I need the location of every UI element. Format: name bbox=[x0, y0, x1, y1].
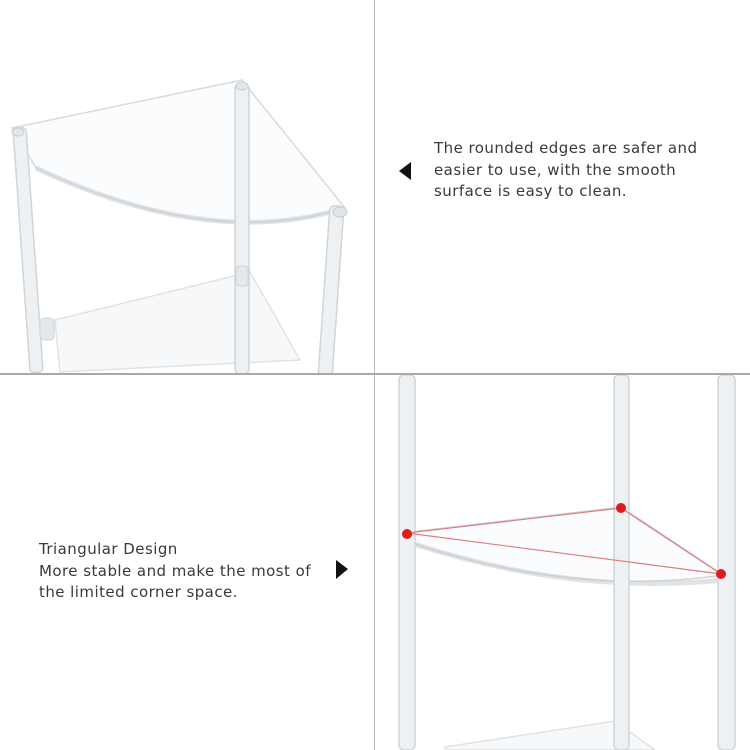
vertical-divider bbox=[374, 0, 375, 750]
caption-line: More stable and make the most of bbox=[39, 561, 311, 580]
post-right bbox=[718, 375, 735, 750]
lower-connector-left bbox=[40, 318, 54, 340]
marker-right bbox=[716, 569, 726, 579]
arrow-right-glyph bbox=[336, 560, 348, 579]
panel-triangular-design-photo bbox=[375, 375, 750, 750]
caption-line: easier to use, with the smooth bbox=[434, 160, 677, 179]
horizontal-divider bbox=[0, 373, 750, 375]
connector-left bbox=[12, 128, 24, 136]
lower-shelf-panel bbox=[55, 272, 300, 372]
marker-left bbox=[402, 529, 412, 539]
arrow-left-glyph bbox=[399, 162, 411, 180]
triangular-design-caption bbox=[39, 539, 311, 604]
panel-rounded-edge-photo bbox=[0, 0, 374, 373]
caption-line: the limited corner space. bbox=[39, 583, 238, 601]
post-back bbox=[614, 375, 629, 750]
top-shelf-panel bbox=[12, 80, 345, 222]
caption-line: The rounded edges are safer and bbox=[434, 139, 698, 157]
marker-back bbox=[616, 503, 626, 513]
shelf-corner-icon bbox=[0, 0, 374, 373]
post-front bbox=[318, 206, 344, 373]
connector-front bbox=[333, 207, 347, 217]
post-back bbox=[235, 84, 249, 373]
lower-connector-back bbox=[236, 266, 248, 286]
caption-line: surface is easy to clean. bbox=[434, 182, 628, 200]
triangular-shelf-diagram bbox=[375, 375, 750, 750]
caption-heading: Triangular Design bbox=[39, 540, 178, 558]
post-left bbox=[399, 375, 415, 750]
rounded-edge-caption bbox=[434, 138, 697, 203]
connector-back bbox=[236, 82, 248, 90]
